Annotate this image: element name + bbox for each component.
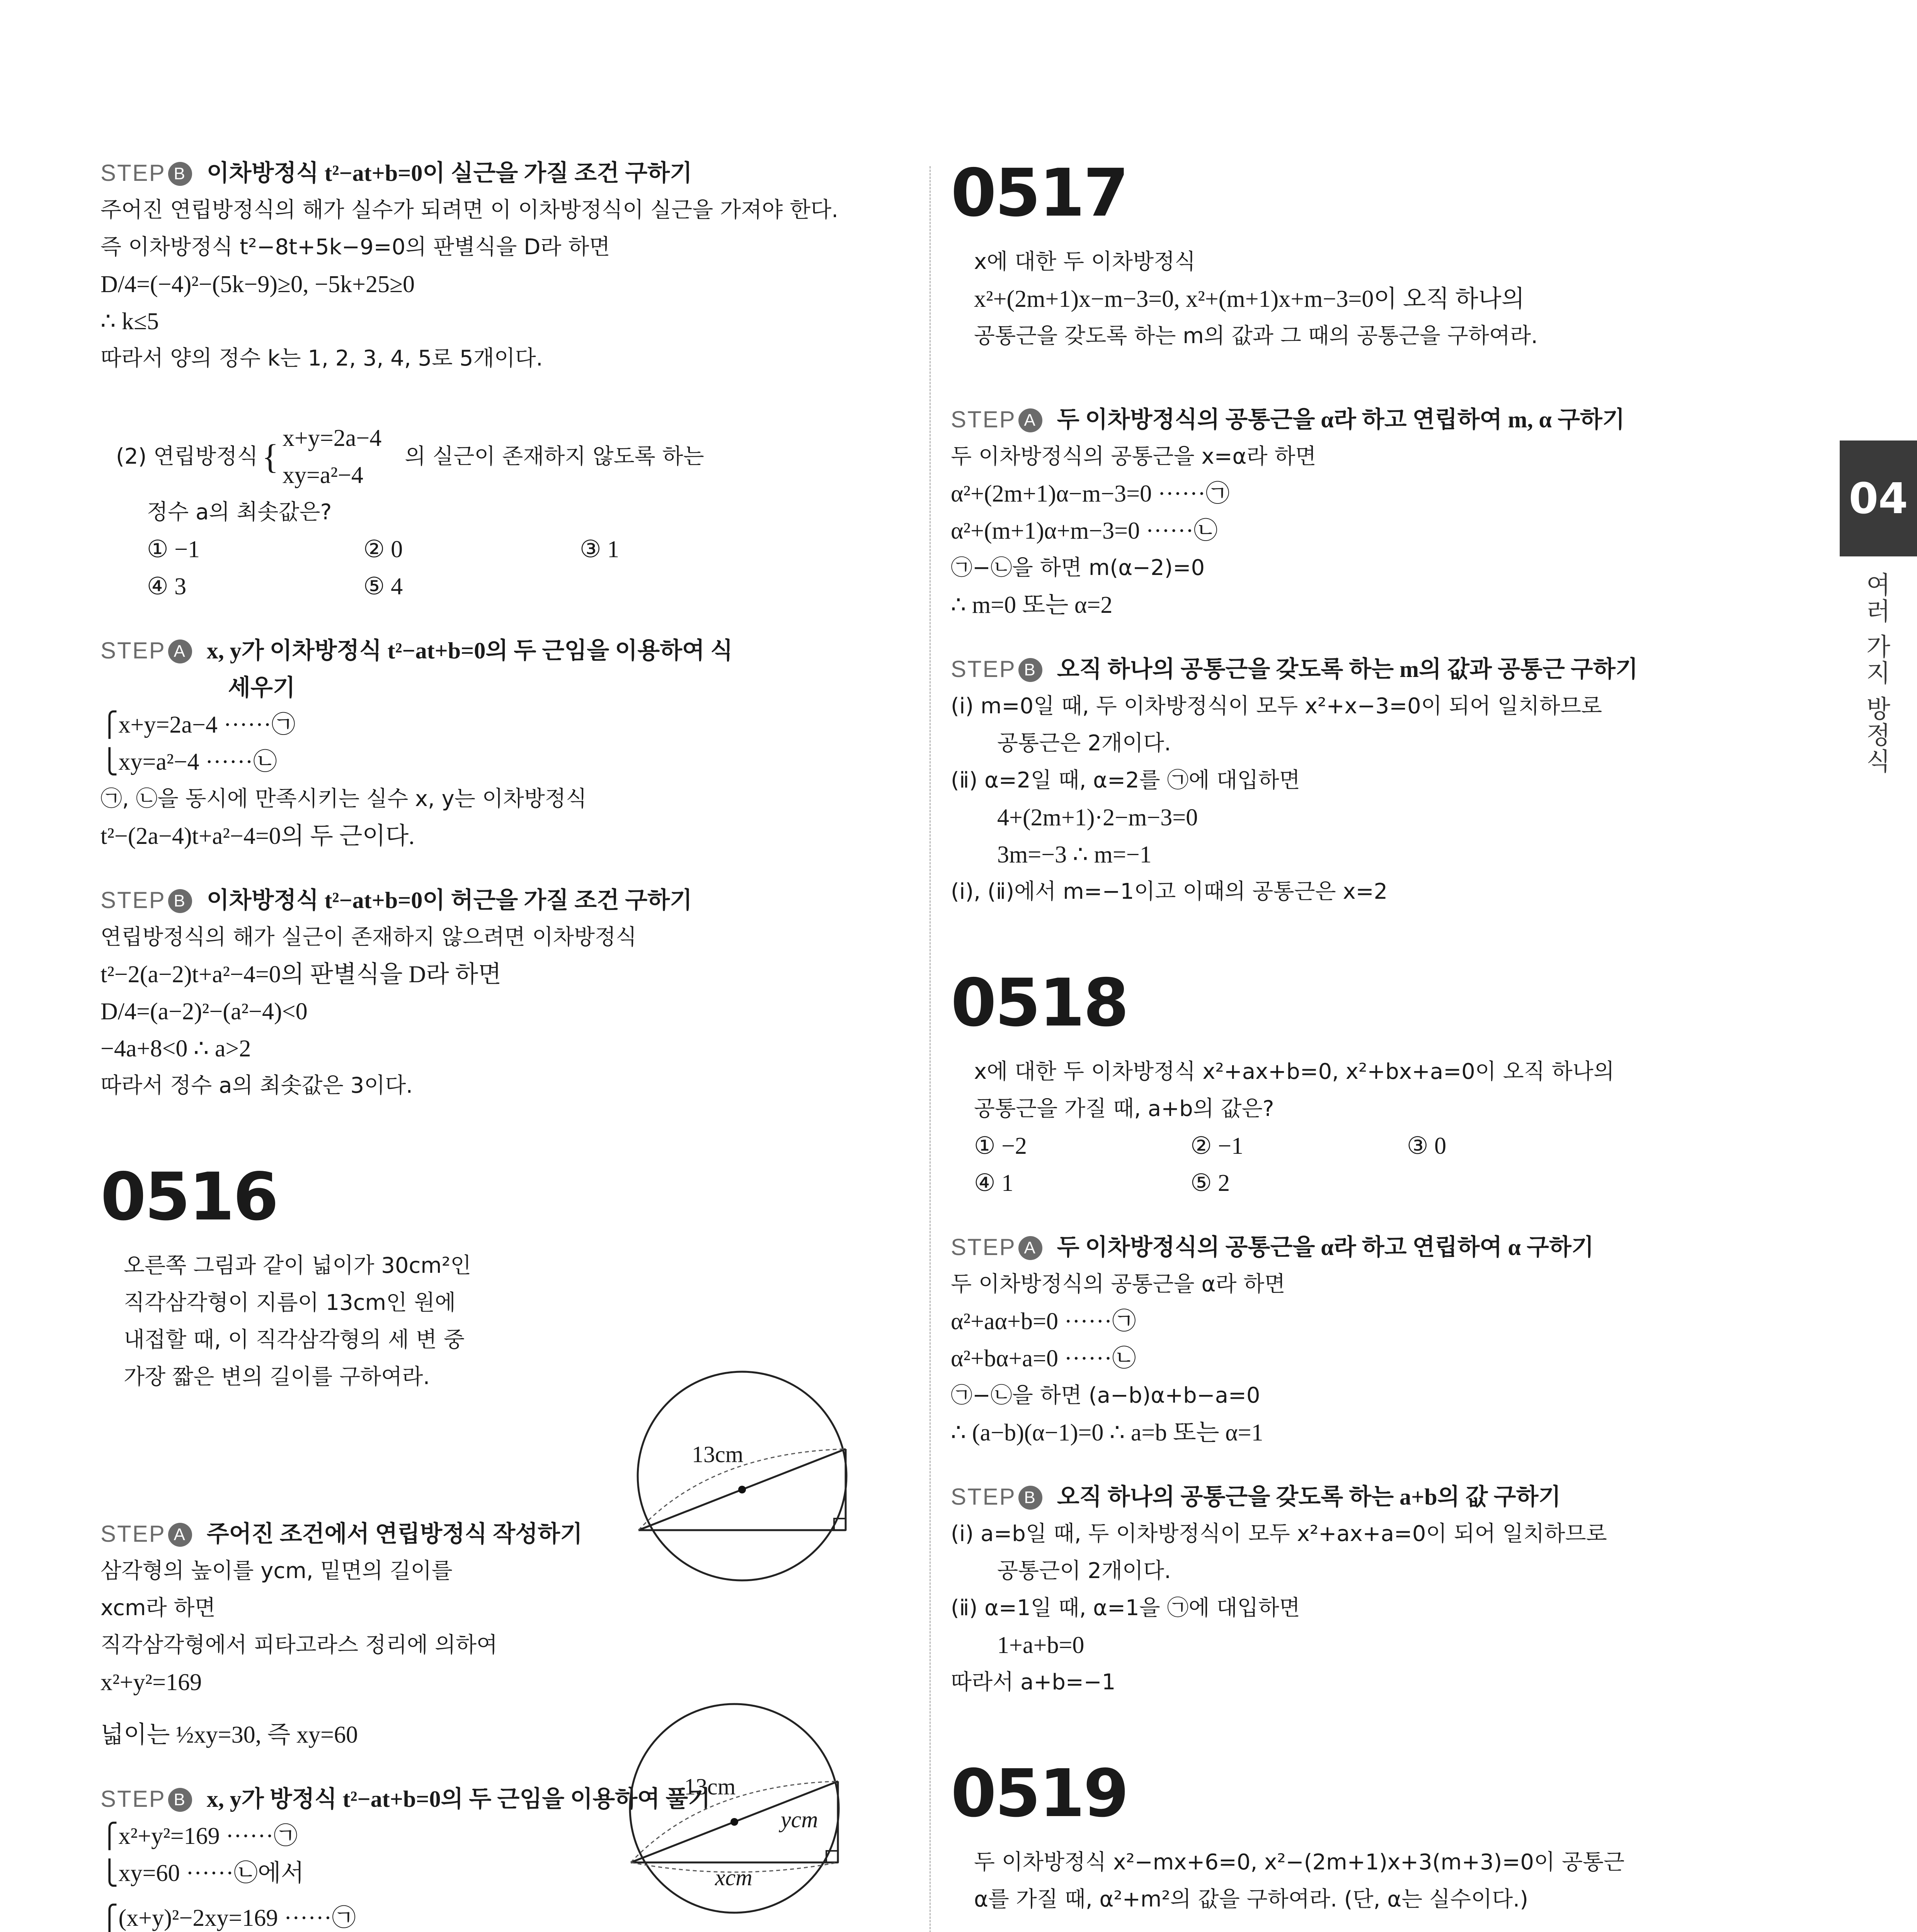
text-line: ⎧x+y=2a−4 ······㉠ <box>100 712 296 738</box>
figure-circle-triangle-labeled <box>626 1700 843 1917</box>
text-line: ⎧(x+y)²−2xy=169 ······㉠ <box>100 1905 356 1931</box>
choice: ④ 3 <box>147 573 187 600</box>
text-line: x²+(2m+1)x−m−3=0, x²+(m+1)x+m−3=0이 오직 하나의 <box>974 286 1525 312</box>
text-line: α²+(2m+1)α−m−3=0 ······㉠ <box>951 481 1230 507</box>
choices <box>100 531 904 568</box>
text-line: 두 이차방정식의 공통근을 α라 하면 <box>951 1272 1285 1297</box>
text-line: ㉠, ㉡을 동시에 만족시키는 실수 x, y는 이차방정식 <box>100 786 587 811</box>
text-line: D/4=(−4)²−(5k−9)≥0, −5k+25≥0 <box>100 271 415 298</box>
text-line: 공통근을 가질 때, a+b의 값은? <box>974 1096 1274 1121</box>
q2-intro: (2) 연립방정식 <box>116 444 258 469</box>
text-line: 직각삼각형에서 피타고라스 정리에 의하여 <box>100 1633 498 1658</box>
equation: x+y=2a−4 <box>282 425 382 451</box>
text-line: 따라서 a+b=−1 <box>951 1670 1116 1695</box>
choices <box>100 568 904 605</box>
text-line: x²+y²=169 <box>100 1669 202 1696</box>
text-line: 연립방정식의 해가 실근이 존재하지 않으려면 이차방정식 <box>100 925 637 950</box>
text-line: 두 이차방정식의 공통근을 x=α라 하면 <box>951 444 1316 469</box>
text-line: ㉠−㉡을 하면 m(α−2)=0 <box>951 555 1205 580</box>
text-line: 4+(2m+1)·2−m−3=0 <box>997 804 1198 831</box>
right-column <box>951 155 1755 1932</box>
text-line: 오른쪽 그림과 같이 넓이가 30cm²인 <box>124 1253 472 1278</box>
diameter-label: 13cm <box>692 1442 744 1467</box>
step-heading: STEP B x, y가 방정식 t²−at+b=0의 두 근임을 이용하여 풀기 <box>100 1786 711 1812</box>
chapter-label: 여러 가지 방정식 <box>1862 572 1890 775</box>
step-heading: STEP B 오직 하나의 공통근을 갖도록 하는 m의 값과 공통근 구하기 <box>951 656 1638 682</box>
equation: xy=a²−4 <box>282 462 363 488</box>
text-line: 공통근은 2개이다. <box>997 731 1171 756</box>
text-line: (ⅱ) α=2일 때, α=2를 ㉠에 대입하면 <box>951 768 1300 793</box>
text-line: 넓이는 ½xy=30, 즉 xy=60 <box>100 1722 358 1748</box>
choice: ② −1 <box>1190 1133 1244 1159</box>
base-label: xcm <box>715 1865 752 1890</box>
problem-number: 0517 <box>951 155 1128 231</box>
text-line: (ⅰ) a=b일 때, 두 이차방정식이 모두 x²+ax+a=0이 되어 일치하므로 <box>951 1521 1607 1546</box>
text-line: α를 가질 때, α²+m²의 값을 구하여라. (단, α는 실수이다.) <box>974 1887 1529 1912</box>
text-line: (ⅰ) m=0일 때, 두 이차방정식이 모두 x²+x−3=0이 되어 일치하므로 <box>951 694 1602 719</box>
text-line: ∴ k≤5 <box>100 308 159 335</box>
text-line: 1+a+b=0 <box>997 1632 1084 1658</box>
text-line: x에 대한 두 이차방정식 x²+ax+b=0, x²+bx+a=0이 오직 하나의 <box>974 1059 1614 1084</box>
problem-number: 0516 <box>100 1159 278 1235</box>
chapter-number: 04 <box>1849 474 1908 523</box>
text-line: 주어진 연립방정식의 해가 실수가 되려면 이 이차방정식이 실근을 가져야 한다. <box>100 197 839 223</box>
step-heading: STEP A x, y가 이차방정식 t²−at+b=0의 두 근임을 이용하여 식 <box>100 638 733 663</box>
q2-tail: 의 실근이 존재하지 않도록 하는 <box>405 444 704 469</box>
text-line: 정수 a의 최솟값은? <box>147 500 332 525</box>
diameter-label: 13cm <box>684 1774 736 1799</box>
choice: ② 0 <box>363 536 403 563</box>
step-heading: STEP B 오직 하나의 공통근을 갖도록 하는 a+b의 값 구하기 <box>951 1484 1561 1510</box>
text-line: ⎩xy=60 ······㉡에서 <box>100 1860 304 1886</box>
text-line: ∴ (a−b)(α−1)=0 ∴ a=b 또는 α=1 <box>951 1420 1263 1446</box>
text-line: D/4=(a−2)²−(a²−4)<0 <box>100 998 308 1025</box>
choice: ⑤ 2 <box>1190 1170 1230 1196</box>
step-heading: STEP B 이차방정식 t²−at+b=0이 실근을 가질 조건 구하기 <box>100 160 692 186</box>
step-heading: STEP A 주어진 조건에서 연립방정식 작성하기 <box>100 1521 583 1547</box>
choices <box>951 1128 1755 1165</box>
choices <box>951 1165 1755 1202</box>
text-line: 두 이차방정식 x²−mx+6=0, x²−(2m+1)x+3(m+3)=0이 공통근 <box>974 1850 1625 1875</box>
choice: ① −2 <box>974 1133 1027 1159</box>
text-line: 즉 이차방정식 t²−8t+5k−9=0의 판별식을 D라 하면 <box>100 235 610 260</box>
text-line: x에 대한 두 이차방정식 <box>974 249 1196 274</box>
text-line: (ⅰ), (ⅱ)에서 m=−1이고 이때의 공통근은 x=2 <box>951 879 1388 904</box>
choice: ④ 1 <box>974 1170 1014 1196</box>
chapter-tab <box>1840 440 1917 556</box>
choice: ⑤ 4 <box>363 573 403 600</box>
text-line: t²−2(a−2)t+a²−4=0의 판별식을 D라 하면 <box>100 961 502 988</box>
column-divider <box>930 166 931 1932</box>
text-line: α²+(m+1)α+m−3=0 ······㉡ <box>951 518 1218 544</box>
text-line: 삼각형의 높이를 ycm, 밑면의 길이를 <box>100 1558 453 1583</box>
step-heading: STEP B 이차방정식 t²−at+b=0이 허근을 가질 조건 구하기 <box>100 887 692 913</box>
text-line: t²−(2a−4)t+a²−4=0의 두 근이다. <box>100 823 415 849</box>
text-line: 3m=−3 ∴ m=−1 <box>997 842 1152 868</box>
choice: ① −1 <box>147 536 200 563</box>
step-heading-cont: 세우기 <box>228 675 295 701</box>
text-line: (ⅱ) α=1일 때, α=1을 ㉠에 대입하면 <box>951 1595 1300 1621</box>
problem-number: 0519 <box>951 1755 1128 1832</box>
text-line: ⎧x²+y²=169 ······㉠ <box>100 1823 298 1849</box>
problem-0516-text <box>100 1247 603 1396</box>
height-label: ycm <box>781 1807 818 1832</box>
text-line: 공통근이 2개이다. <box>997 1558 1171 1583</box>
problem-number: 0518 <box>951 965 1128 1041</box>
text-line: 가장 짧은 변의 길이를 구하여라. <box>124 1364 430 1389</box>
left-column <box>100 155 904 1932</box>
text-line: 따라서 정수 a의 최솟값은 3이다. <box>100 1073 413 1098</box>
text-line: 따라서 양의 정수 k는 1, 2, 3, 4, 5로 5개이다. <box>100 346 543 371</box>
choice: ③ 1 <box>580 536 620 563</box>
text-line: ⎩xy=a²−4 ······㉡ <box>100 749 277 775</box>
text-line: α²+bα+a=0 ······㉡ <box>951 1345 1136 1372</box>
text-line: α²+aα+b=0 ······㉠ <box>951 1308 1136 1335</box>
text-line: 공통근을 갖도록 하는 m의 값과 그 때의 공통근을 구하여라. <box>974 323 1538 349</box>
choice: ③ 0 <box>1407 1133 1447 1159</box>
text-line: 내접할 때, 이 직각삼각형의 세 변 중 <box>124 1327 465 1352</box>
text-line: −4a+8<0 ∴ a>2 <box>100 1036 251 1062</box>
text-line: ㉠−㉡을 하면 (a−b)α+b−a=0 <box>951 1383 1260 1408</box>
figure-circle-triangle <box>634 1368 850 1584</box>
step-heading: STEP A 두 이차방정식의 공통근을 α라 하고 연립하여 α 구하기 <box>951 1234 1594 1260</box>
q2-statement: (2) 연립방정식 { x+y=2a−4 xy=a²−4 의 실근이 존재하지 않도록 하는 <box>100 420 904 494</box>
text-line: xcm라 하면 <box>100 1595 216 1621</box>
step-heading: STEP A 두 이차방정식의 공통근을 α라 하고 연립하여 m, α 구하기 <box>951 406 1625 432</box>
text-line: ∴ m=0 또는 α=2 <box>951 592 1113 618</box>
text-line: 직각삼각형이 지름이 13cm인 원에 <box>124 1290 456 1315</box>
